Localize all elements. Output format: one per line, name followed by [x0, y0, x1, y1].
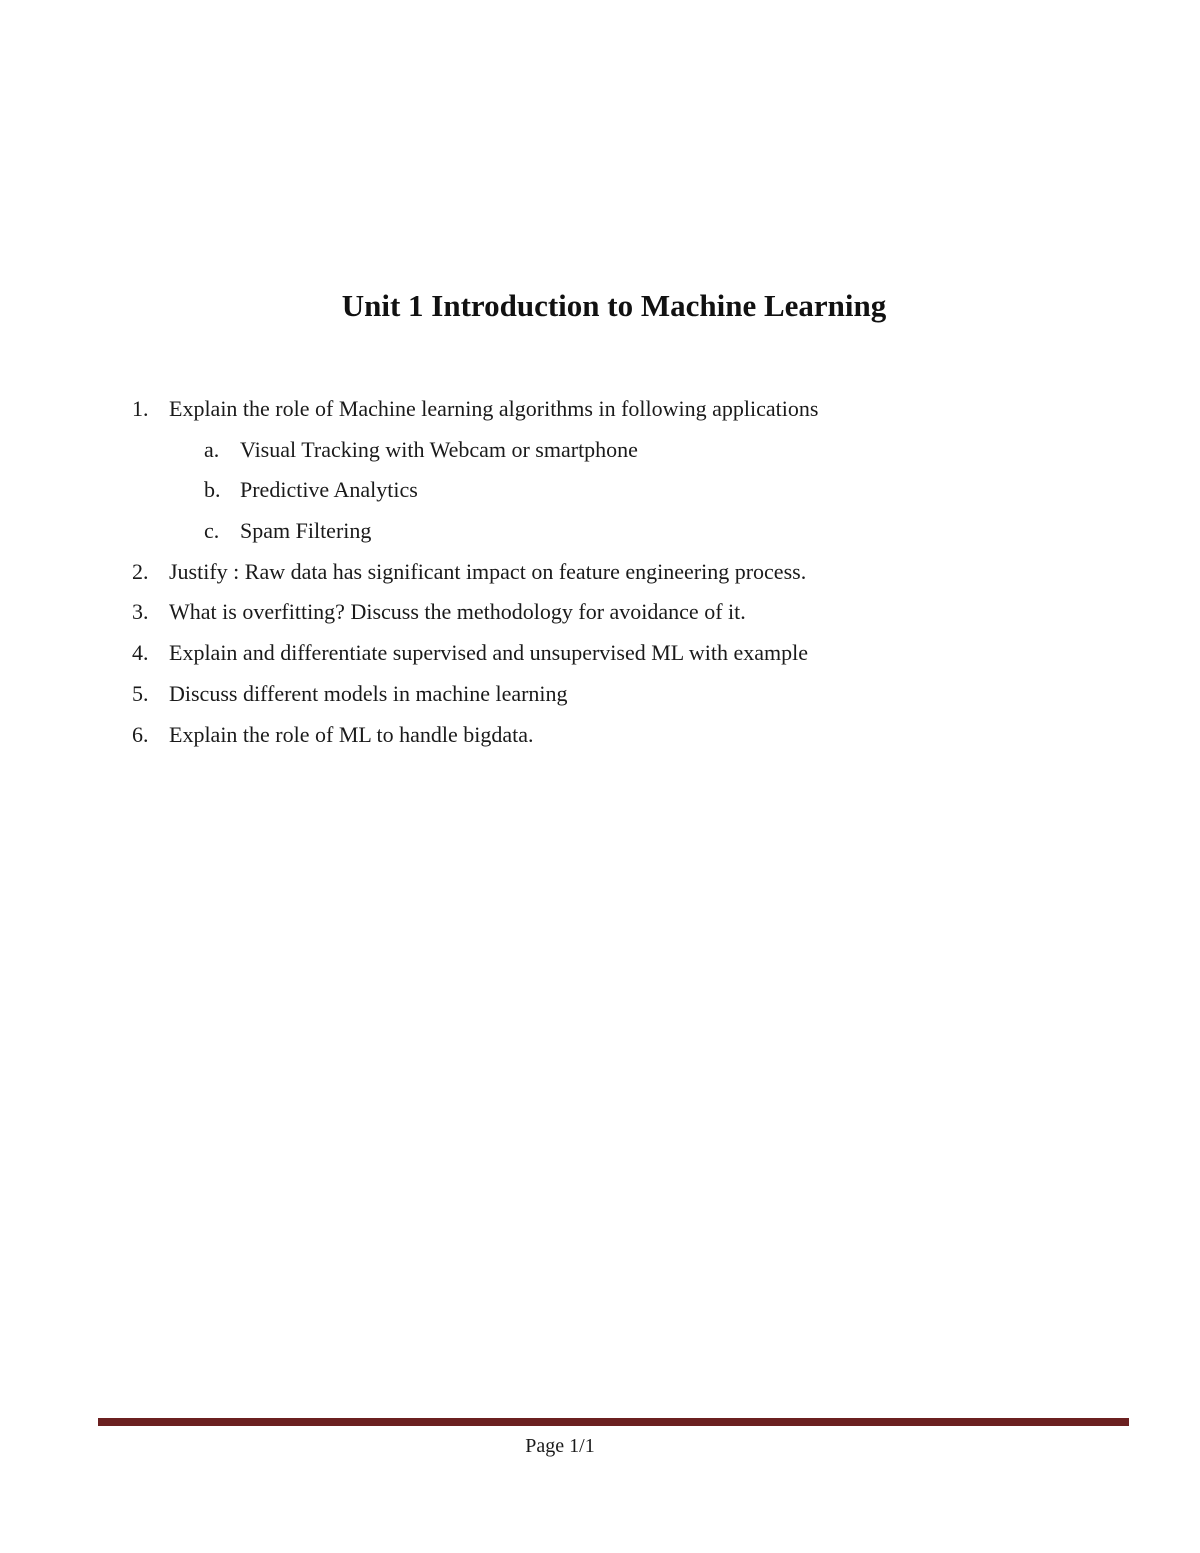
question-text: Explain the role of ML to handle bigdata. — [169, 721, 534, 747]
sub-question-text: Spam Filtering — [240, 518, 372, 544]
document-title: Unit 1 Introduction to Machine Learning — [341, 288, 887, 323]
sub-question-item-b — [0, 470, 1200, 511]
sub-question-text: Predictive Analytics — [240, 477, 418, 503]
question-number: 5. — [132, 680, 149, 706]
question-item-5 — [0, 674, 1200, 715]
question-list — [0, 389, 1200, 755]
sub-question-letter: c. — [204, 518, 220, 544]
sub-question-text: Visual Tracking with Webcam or smartphone — [240, 436, 638, 462]
question-number: 2. — [132, 558, 149, 584]
page-number: Page 1/1 — [525, 1435, 595, 1457]
question-item-3 — [0, 592, 1200, 633]
sub-question-letter: a. — [204, 436, 220, 462]
question-text: Discuss different models in machine learning — [169, 680, 568, 706]
question-text: Explain the role of Machine learning algorithms in following applications — [169, 396, 819, 421]
sub-question-item-a — [0, 430, 1200, 471]
question-number: 6. — [132, 721, 149, 747]
sub-question-letter: b. — [204, 477, 221, 503]
question-text: Justify : Raw data has significant impact on feature engineering process. — [169, 558, 807, 584]
question-text: Explain and differentiate supervised and unsupervised ML with example — [169, 640, 809, 666]
question-number: 4. — [132, 640, 149, 666]
sub-question-item-c — [0, 511, 1200, 552]
question-item-4 — [0, 633, 1200, 674]
question-text: What is overfitting? Discuss the methodology for avoidance of it. — [169, 599, 746, 625]
question-number: 1. — [132, 396, 149, 421]
question-item-2 — [0, 552, 1200, 593]
footer-divider — [98, 1418, 1129, 1426]
question-number: 3. — [132, 599, 149, 625]
question-item-6 — [0, 715, 1200, 756]
question-item-1 — [0, 389, 1200, 430]
